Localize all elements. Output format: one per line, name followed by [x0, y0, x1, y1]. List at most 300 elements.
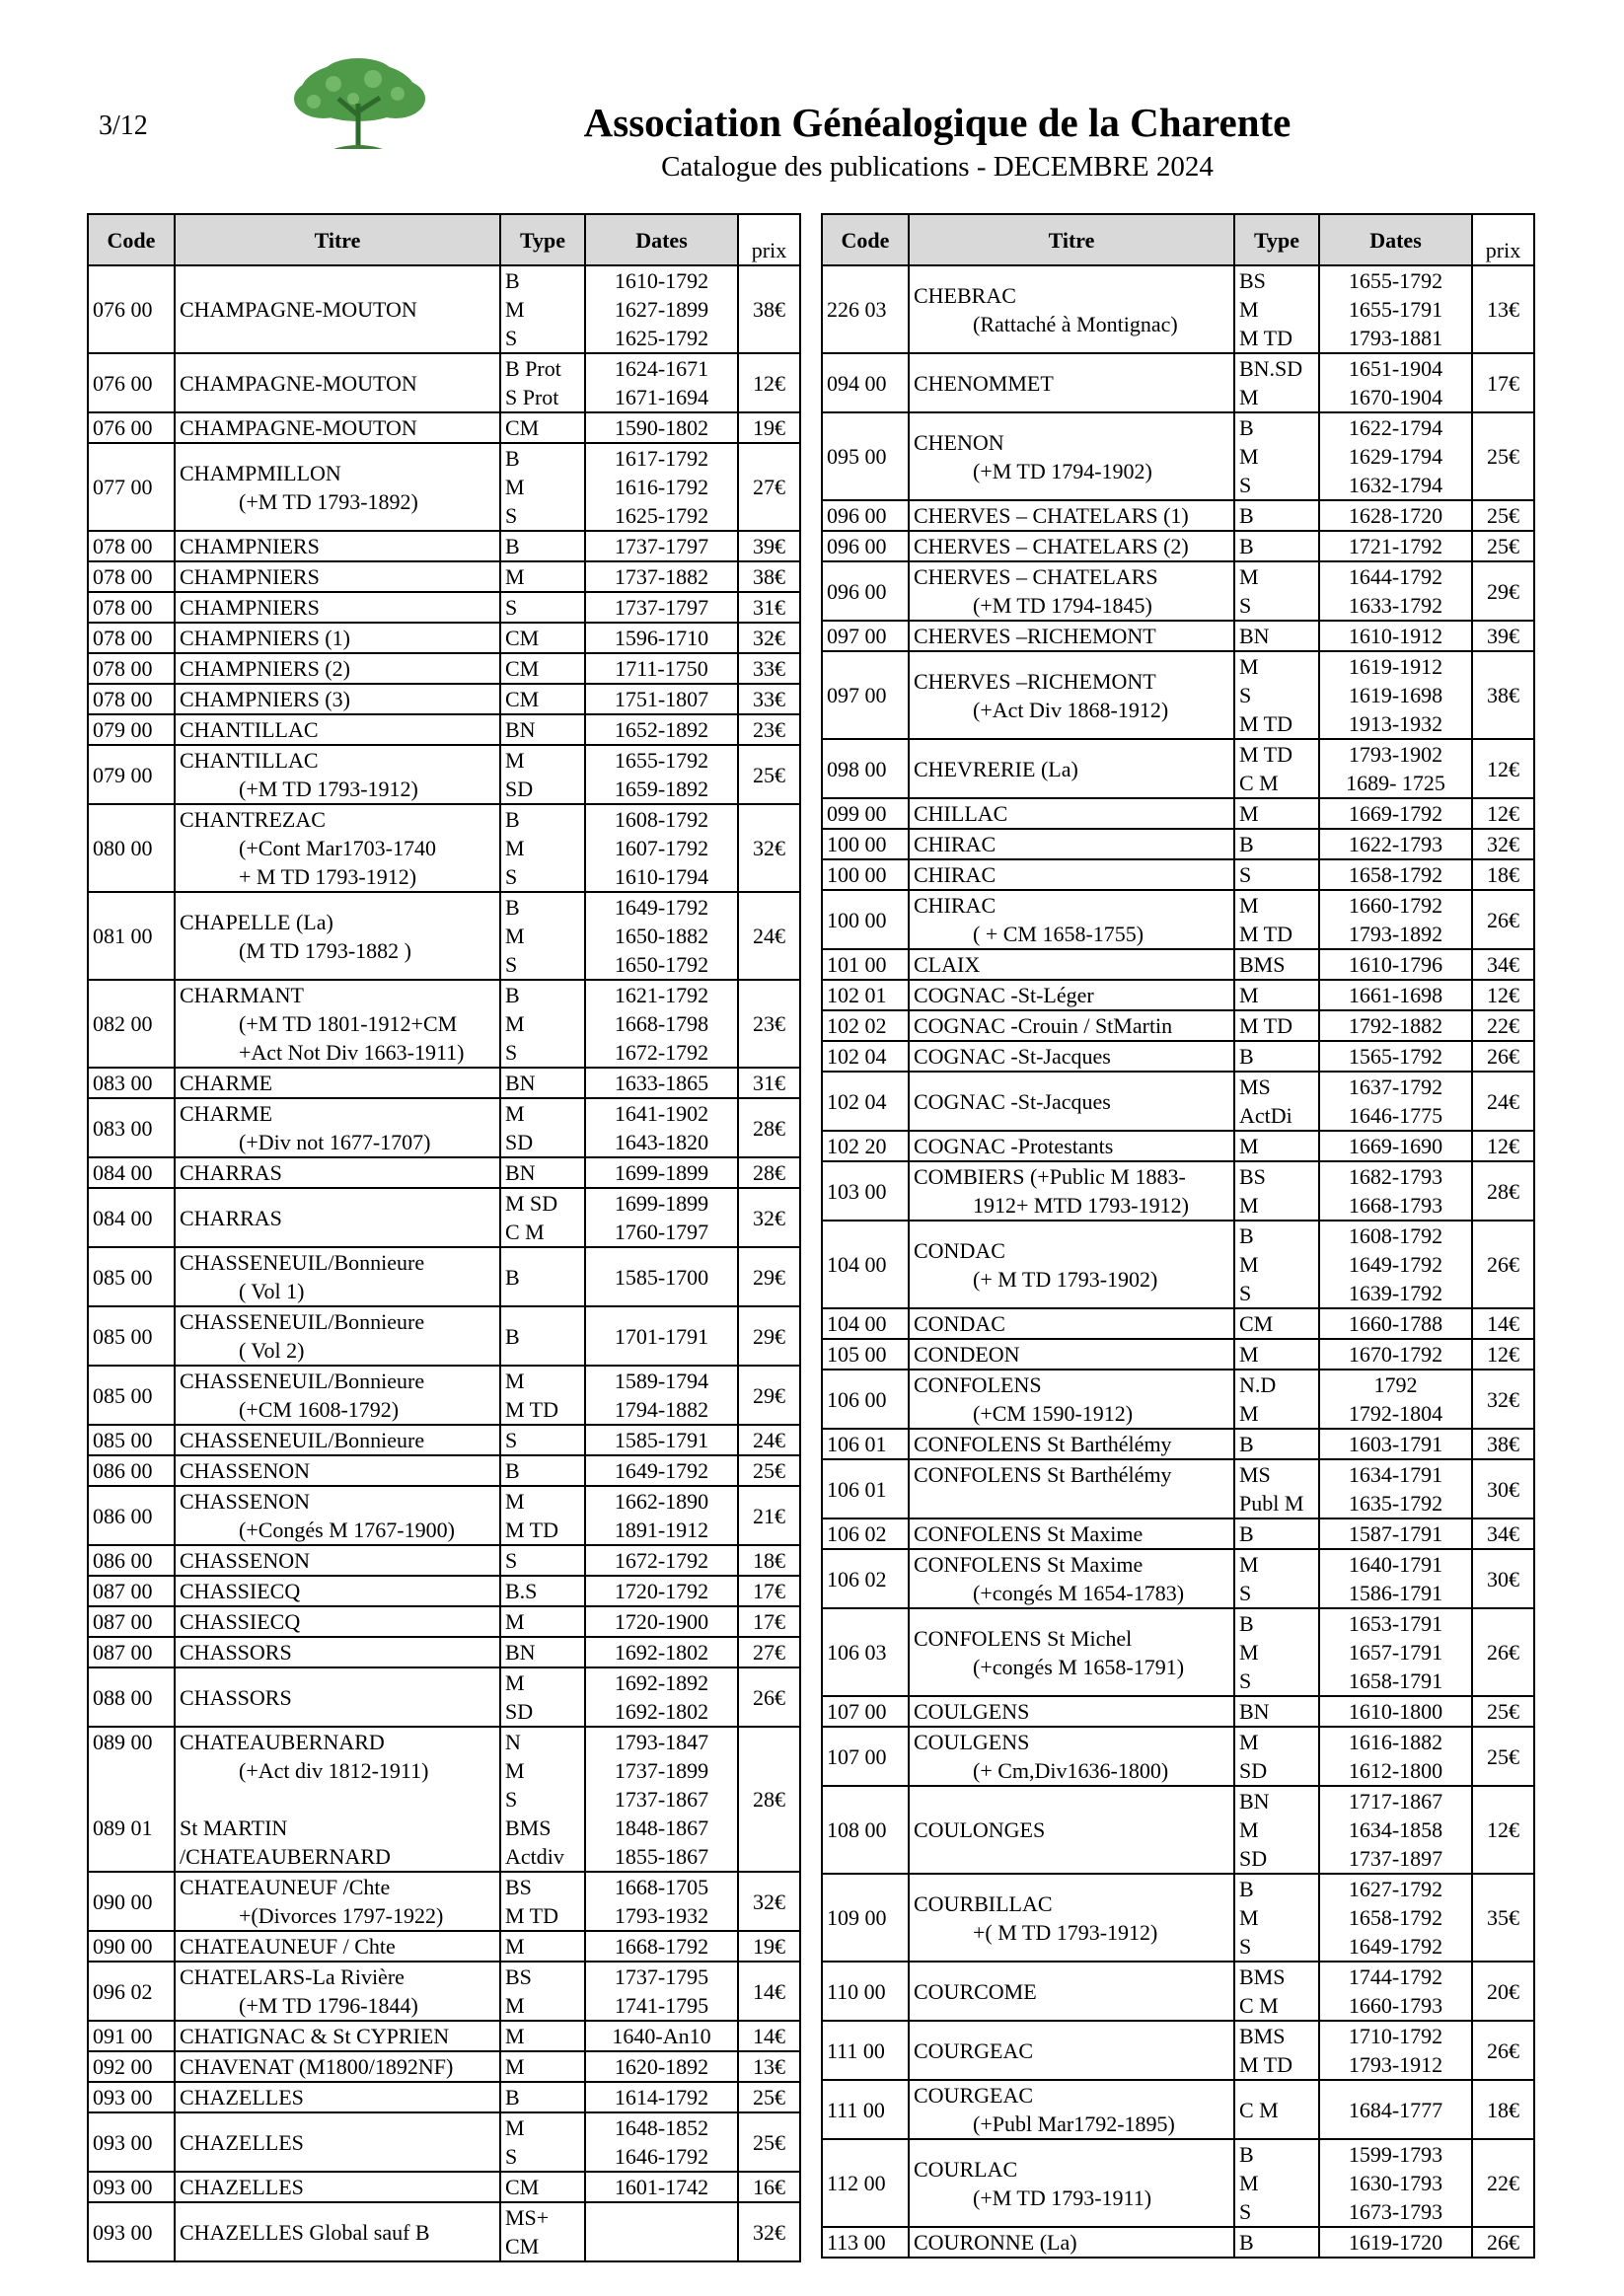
- cell-line: M: [1239, 1905, 1259, 1930]
- table-row: [88, 684, 800, 714]
- cell-titre: [175, 1068, 500, 1098]
- cell-prix: 14€: [738, 2021, 800, 2051]
- header-dates: Dates: [585, 214, 738, 265]
- cell-titre: [175, 1188, 500, 1247]
- table-row: [88, 1931, 800, 1962]
- cell-line: CHAMPMILLON: [180, 460, 341, 485]
- cell-line: 1792-1804: [1348, 1401, 1443, 1426]
- cell-prix: 31€: [738, 1068, 800, 1098]
- cell-line: 1646-1775: [1348, 1103, 1443, 1128]
- table-row: [88, 2202, 800, 2261]
- cell-code: 112 00: [822, 2139, 909, 2227]
- cell-titre: [909, 2227, 1234, 2258]
- cell-prix: 30€: [1472, 1459, 1534, 1518]
- cell-prix: 14€: [738, 1962, 800, 2021]
- cell-prix: 13€: [738, 2051, 800, 2082]
- cell-line: B: [1239, 1223, 1254, 1248]
- cell-line: M: [505, 475, 525, 499]
- cell-line: S: [1239, 683, 1252, 707]
- table-row: [88, 1962, 800, 2021]
- table-row: [822, 1072, 1534, 1131]
- cell-line: CHASSENEUIL/Bonnieure: [180, 1250, 425, 1275]
- table-row: [88, 531, 800, 561]
- cell-line: BN: [505, 1160, 536, 1185]
- cell-type: [1234, 890, 1319, 949]
- cell-dates: [1319, 412, 1472, 500]
- cell-titre: [909, 1518, 1234, 1549]
- cell-code: 086 00: [88, 1486, 175, 1545]
- cell-type: [1234, 1161, 1319, 1221]
- table-row: [822, 1370, 1534, 1429]
- table-row: [88, 892, 800, 980]
- cell-line: COURBILLAC: [914, 1890, 1053, 1916]
- cell-line: S: [505, 864, 518, 889]
- table-row: [822, 265, 1534, 353]
- cell-prix: 21€: [738, 1486, 800, 1545]
- cell-prix: 17€: [1472, 353, 1534, 412]
- cell-line: M: [505, 1489, 525, 1514]
- cell-type: [1234, 1696, 1319, 1727]
- cell-line: COGNAC -St-Jacques: [914, 1088, 1111, 1114]
- cell-line: + M TD 1793-1912): [239, 864, 417, 889]
- cell-dates: [585, 1425, 738, 1455]
- cell-titre: [175, 980, 500, 1068]
- cell-prix: 12€: [1472, 798, 1534, 829]
- cell-line: 1682-1793: [1348, 1164, 1443, 1189]
- cell-line: 1627-1899: [614, 297, 709, 322]
- cell-line: 1717-1867: [1348, 1789, 1443, 1814]
- cell-titre: [909, 621, 1234, 651]
- table-row: [822, 1010, 1534, 1041]
- cell-line: CHASSENON: [180, 1489, 311, 1514]
- cell-code: 096 00: [822, 561, 909, 621]
- cell-line: 1660-1792: [1348, 893, 1443, 918]
- cell-code: 100 00: [822, 829, 909, 859]
- cell-line: CHAMPNIERS (3): [180, 687, 350, 711]
- cell-line: 1662-1890: [614, 1489, 709, 1514]
- cell-type: [1234, 1549, 1319, 1608]
- table-row: [88, 265, 800, 353]
- cell-line: COULGENS: [914, 1699, 1030, 1724]
- cell-titre: [909, 739, 1234, 798]
- cell-line: CONDAC: [914, 1237, 1005, 1263]
- cell-dates: [585, 1545, 738, 1576]
- cell-titre: [909, 949, 1234, 980]
- header-dates: Dates: [1319, 214, 1472, 265]
- cell-prix: 12€: [1472, 1786, 1534, 1874]
- table-row: [88, 1366, 800, 1425]
- cell-line: 1624-1671: [614, 356, 709, 381]
- cell-dates: [1319, 561, 1472, 621]
- table-row: [822, 2080, 1534, 2139]
- cell-line: S: [1239, 862, 1252, 887]
- cell-prix: 29€: [738, 1247, 800, 1306]
- cell-code: 087 00: [88, 1637, 175, 1667]
- header-titre: Titre: [909, 214, 1234, 265]
- table-row: [88, 1455, 800, 1486]
- cell-dates: [585, 2051, 738, 2082]
- cell-line: S: [1239, 2199, 1252, 2224]
- cell-prix: 31€: [738, 592, 800, 623]
- header-type: Type: [500, 214, 585, 265]
- cell-line: COGNAC -St-Jacques: [914, 1044, 1111, 1069]
- cell-line: 1587-1791: [1348, 1521, 1443, 1546]
- cell-line: M TD: [1239, 1013, 1292, 1038]
- cell-line: M: [505, 924, 525, 948]
- cell-line: 1610-1912: [1348, 624, 1443, 648]
- cell-prix: 22€: [1472, 2139, 1534, 2227]
- cell-line: (+M TD 1793-1911): [973, 2185, 1152, 2210]
- cell-line: CHASSIECQ: [180, 1579, 301, 1603]
- cell-prix: 25€: [1472, 1696, 1534, 1727]
- cell-line: CM: [505, 687, 540, 711]
- cell-type: [1234, 651, 1319, 739]
- cell-line: COGNAC -Protestants: [914, 1134, 1114, 1158]
- cell-prix: 12€: [1472, 980, 1534, 1010]
- cell-type: [500, 892, 585, 980]
- cell-line: CHAMPNIERS: [180, 564, 320, 589]
- cell-prix: 29€: [738, 1366, 800, 1425]
- cell-prix: 26€: [1472, 1221, 1534, 1308]
- cell-titre: [909, 1459, 1234, 1518]
- cell-code: 083 00: [88, 1068, 175, 1098]
- cell-prix: 24€: [738, 892, 800, 980]
- cell-code: 107 00: [822, 1727, 909, 1786]
- cell-titre: [909, 1072, 1234, 1131]
- cell-line: (+Div not 1677-1707): [239, 1130, 431, 1154]
- cell-code: 102 04: [822, 1072, 909, 1131]
- cell-line: COURCOME: [914, 1978, 1037, 2004]
- cell-type: [500, 412, 585, 443]
- cell-line: CHARRAS: [180, 1205, 282, 1230]
- cell-line: M: [1239, 983, 1259, 1007]
- cell-type: [1234, 829, 1319, 859]
- cell-type: [1234, 561, 1319, 621]
- cell-line: (+Act div 1812-1911): [239, 1758, 429, 1783]
- cell-type: [500, 1425, 585, 1455]
- cell-line: M: [1239, 1817, 1259, 1842]
- cell-code: 076 00: [88, 265, 175, 353]
- cell-type: [1234, 1962, 1319, 2021]
- cell-titre: [909, 412, 1234, 500]
- cell-line: M: [1239, 1134, 1259, 1158]
- page-subtitle: Catalogue des publications - DECEMBRE 2024: [661, 151, 1214, 183]
- cell-line: 1586-1791: [1348, 1581, 1443, 1605]
- cell-line: CHAMPAGNE-MOUTON: [180, 370, 417, 396]
- cell-dates: [585, 561, 738, 592]
- cell-dates: [1319, 1041, 1472, 1072]
- cell-line: M: [505, 564, 525, 589]
- cell-type: [1234, 949, 1319, 980]
- cell-prix: 38€: [738, 561, 800, 592]
- cell-line: 1640-An10: [612, 2024, 711, 2048]
- cell-line: (+M TD 1794-1845): [973, 593, 1152, 618]
- cell-type: [1234, 265, 1319, 353]
- cell-titre: [909, 1727, 1234, 1786]
- cell-line: 1669-1690: [1348, 1134, 1443, 1158]
- cell-prix: 33€: [738, 653, 800, 684]
- cell-titre: [175, 1306, 500, 1366]
- cell-prix: 24€: [1472, 1072, 1534, 1131]
- cell-line: SD: [1239, 1846, 1268, 1871]
- cell-line: 1649-1792: [1348, 1252, 1443, 1277]
- cell-line: ( + CM 1658-1755): [973, 922, 1144, 946]
- cell-prix: 18€: [1472, 859, 1534, 890]
- cell-prix: 32€: [738, 2202, 800, 2261]
- cell-line: 1621-1792: [614, 983, 709, 1007]
- cell-code: 081 00: [88, 892, 175, 980]
- cell-code: 102 04: [822, 1041, 909, 1072]
- cell-prix: 19€: [738, 1931, 800, 1962]
- cell-code: 085 00: [88, 1366, 175, 1425]
- cell-line: 1751-1807: [614, 687, 709, 711]
- cell-type: [500, 2082, 585, 2112]
- cell-dates: [1319, 265, 1472, 353]
- cell-line: CHERVES – CHATELARS (1): [914, 503, 1189, 528]
- cell-line: CHAZELLES: [180, 2129, 304, 2155]
- cell-type: [1234, 1339, 1319, 1370]
- cell-code: 106 01: [822, 1429, 909, 1459]
- cell-titre: [175, 623, 500, 653]
- cell-code: 113 00: [822, 2227, 909, 2258]
- cell-line: +( M TD 1793-1912): [973, 1919, 1158, 1945]
- cell-code: 079 00: [88, 745, 175, 804]
- cell-type: [500, 1306, 585, 1366]
- cell-code: 107 00: [822, 1696, 909, 1727]
- table-row: [88, 1247, 800, 1306]
- cell-dates: [1319, 1962, 1472, 2021]
- table-row: [822, 1459, 1534, 1518]
- cell-code: 111 00: [822, 2080, 909, 2139]
- cell-dates: [585, 2021, 738, 2051]
- cell-prix: 38€: [738, 265, 800, 353]
- catalogue-table-left: [87, 213, 801, 2262]
- cell-line: BMS: [505, 1815, 552, 1840]
- cell-titre: [175, 2172, 500, 2202]
- table-row: [88, 623, 800, 653]
- header-code: Code: [822, 214, 909, 265]
- cell-type: [500, 2172, 585, 2202]
- cell-dates: [585, 2172, 738, 2202]
- cell-titre: [909, 1962, 1234, 2021]
- cell-code: 093 00: [88, 2082, 175, 2112]
- cell-prix: 12€: [738, 353, 800, 412]
- cell-type: [1234, 621, 1319, 651]
- cell-line: M TD: [505, 1518, 558, 1542]
- cell-line: 1607-1792: [614, 836, 709, 860]
- cell-prix: 25€: [738, 745, 800, 804]
- table-row: [88, 443, 800, 531]
- cell-line: CHAMPNIERS: [180, 534, 320, 558]
- cell-dates: [585, 265, 738, 353]
- cell-titre: [175, 892, 500, 980]
- table-row: [822, 412, 1534, 500]
- cell-line: 1608-1792: [614, 807, 709, 832]
- cell-titre: [175, 531, 500, 561]
- table-row: [822, 1962, 1534, 2021]
- cell-type: [1234, 1370, 1319, 1429]
- cell-line: B: [1239, 2230, 1254, 2255]
- cell-line: M: [1239, 2171, 1259, 2195]
- cell-type: [1234, 1221, 1319, 1308]
- cell-titre: [909, 561, 1234, 621]
- cell-dates: [1319, 1608, 1472, 1696]
- cell-dates: [585, 2112, 738, 2172]
- cell-type: [1234, 798, 1319, 829]
- cell-dates: [585, 1931, 738, 1962]
- cell-line: CHASSORS: [180, 1684, 292, 1710]
- cell-dates: [585, 1606, 738, 1637]
- cell-dates: [1319, 621, 1472, 651]
- cell-code: 102 02: [822, 1010, 909, 1041]
- cell-titre: [909, 500, 1234, 531]
- cell-line: 1648-1852: [614, 2115, 709, 2140]
- cell-line: CONFOLENS St Maxime: [914, 1552, 1144, 1577]
- cell-line: 1793-1881: [1348, 326, 1443, 350]
- cell-line: M: [1239, 893, 1259, 918]
- cell-line: CHANTILLAC: [180, 717, 319, 742]
- cell-line: 1670-1904: [1348, 385, 1443, 409]
- cell-prix: 34€: [1472, 1518, 1534, 1549]
- table-row: [822, 621, 1534, 651]
- cell-code: 088 00: [88, 1667, 175, 1727]
- cell-line: CM: [505, 626, 540, 650]
- cell-prix: 35€: [1472, 1874, 1534, 1962]
- cell-titre: [175, 1606, 500, 1637]
- cell-line: 1608-1792: [1348, 1223, 1443, 1248]
- cell-prix: 28€: [738, 1727, 800, 1872]
- cell-line: CHASSENEUIL/Bonnieure: [180, 1309, 425, 1334]
- table-row: [822, 1339, 1534, 1370]
- cell-titre: [909, 1339, 1234, 1370]
- cell-line: B.S: [505, 1579, 538, 1603]
- cell-titre: [909, 890, 1234, 949]
- cell-titre: [175, 1366, 500, 1425]
- page-number: 3/12: [99, 111, 148, 141]
- header-code: Code: [88, 214, 175, 265]
- cell-line: 1649-1792: [614, 1458, 709, 1483]
- cell-line: 089 00: [93, 1730, 153, 1754]
- cell-prix: 26€: [1472, 1041, 1534, 1072]
- cell-code: [88, 1727, 175, 1872]
- cell-prix: 32€: [1472, 1370, 1534, 1429]
- cell-line: 1632-1794: [1348, 473, 1443, 497]
- cell-type: [500, 1098, 585, 1157]
- cell-line: (+CM 1590-1912): [973, 1401, 1134, 1426]
- cell-line: CONFOLENS: [914, 1372, 1042, 1397]
- cell-titre: [909, 1608, 1234, 1696]
- cell-code: 078 00: [88, 561, 175, 592]
- cell-line: M TD: [1239, 711, 1292, 736]
- table-row: [88, 1425, 800, 1455]
- cell-code: 079 00: [88, 714, 175, 745]
- cell-line: S: [505, 1787, 518, 1812]
- cell-code: 095 00: [822, 412, 909, 500]
- cell-line: COULGENS: [914, 1730, 1030, 1754]
- cell-line: S: [1239, 1581, 1252, 1605]
- cell-line: 1610-1800: [1348, 1699, 1443, 1724]
- cell-type: [500, 2112, 585, 2172]
- cell-line: CHARME: [180, 1071, 273, 1095]
- table-header-row: [822, 214, 1534, 265]
- cell-type: [1234, 1131, 1319, 1161]
- cell-type: [1234, 980, 1319, 1010]
- cell-line: B: [505, 1458, 520, 1483]
- cell-dates: [585, 1727, 738, 1872]
- cell-prix: 18€: [738, 1545, 800, 1576]
- cell-line: 1649-1792: [614, 895, 709, 920]
- cell-code: 110 00: [822, 1962, 909, 2021]
- cell-line: COURLAC: [914, 2156, 1018, 2182]
- cell-code: 090 00: [88, 1872, 175, 1931]
- cell-dates: [585, 2202, 738, 2261]
- cell-line: CHARMANT: [180, 983, 304, 1007]
- cell-prix: 28€: [738, 1098, 800, 1157]
- cell-line: CHARME: [180, 1101, 273, 1126]
- cell-line: 1619-1720: [1348, 2230, 1443, 2255]
- cell-line: M: [505, 2024, 525, 2048]
- cell-line: (+M TD 1794-1902): [973, 458, 1152, 483]
- cell-line: 1793-1847: [614, 1730, 709, 1754]
- cell-code: 080 00: [88, 804, 175, 892]
- cell-line: CHASSIECQ: [180, 1609, 301, 1634]
- table-row: [88, 2172, 800, 2202]
- cell-line: BN: [1239, 624, 1270, 648]
- cell-line: M: [1239, 1640, 1259, 1665]
- cell-line: 1658-1792: [1348, 1905, 1443, 1930]
- cell-line: 1644-1792: [1348, 564, 1443, 589]
- cell-titre: [909, 1429, 1234, 1459]
- cell-titre: [175, 1637, 500, 1667]
- cell-dates: [585, 1306, 738, 1366]
- cell-line: (+Act Div 1868-1912): [973, 697, 1169, 722]
- cell-type: [500, 1606, 585, 1637]
- page-title: Association Généalogique de la Charente: [583, 100, 1292, 145]
- cell-type: [1234, 1608, 1319, 1696]
- cell-dates: [1319, 1370, 1472, 1429]
- cell-dates: [1319, 829, 1472, 859]
- cell-type: [500, 592, 585, 623]
- cell-line: M: [1239, 1730, 1259, 1754]
- cell-line: BN.SD: [1239, 356, 1303, 381]
- cell-line: CHAMPNIERS (2): [180, 656, 350, 681]
- cell-line: S: [505, 2144, 518, 2169]
- cell-titre: [175, 1486, 500, 1545]
- cell-titre: [175, 1667, 500, 1727]
- cell-line: (+M TD 1793-1912): [239, 777, 418, 801]
- cell-line: CHARRAS: [180, 1160, 282, 1185]
- cell-line: M: [1239, 297, 1259, 322]
- cell-dates: [1319, 1339, 1472, 1370]
- cell-dates: [585, 1157, 738, 1188]
- cell-line: B: [505, 534, 520, 558]
- cell-prix: 24€: [738, 1425, 800, 1455]
- cell-line: M TD: [1239, 922, 1292, 946]
- cell-code: 093 00: [88, 2112, 175, 2172]
- cell-line: CHASSENEUIL/Bonnieure: [180, 1369, 425, 1393]
- cell-line: 1661-1698: [1348, 983, 1443, 1007]
- cell-dates: [1319, 2021, 1472, 2080]
- cell-line: 1630-1793: [1348, 2171, 1443, 2195]
- cell-titre: [909, 1549, 1234, 1608]
- cell-type: [500, 1667, 585, 1727]
- cell-titre: [909, 829, 1234, 859]
- table-row: [822, 1874, 1534, 1962]
- cell-line: 1670-1792: [1348, 1342, 1443, 1367]
- cell-line: CONFOLENS St Maxime: [914, 1521, 1144, 1546]
- cell-line: SD: [505, 1699, 534, 1724]
- cell-line: CHILLAC: [914, 801, 1008, 826]
